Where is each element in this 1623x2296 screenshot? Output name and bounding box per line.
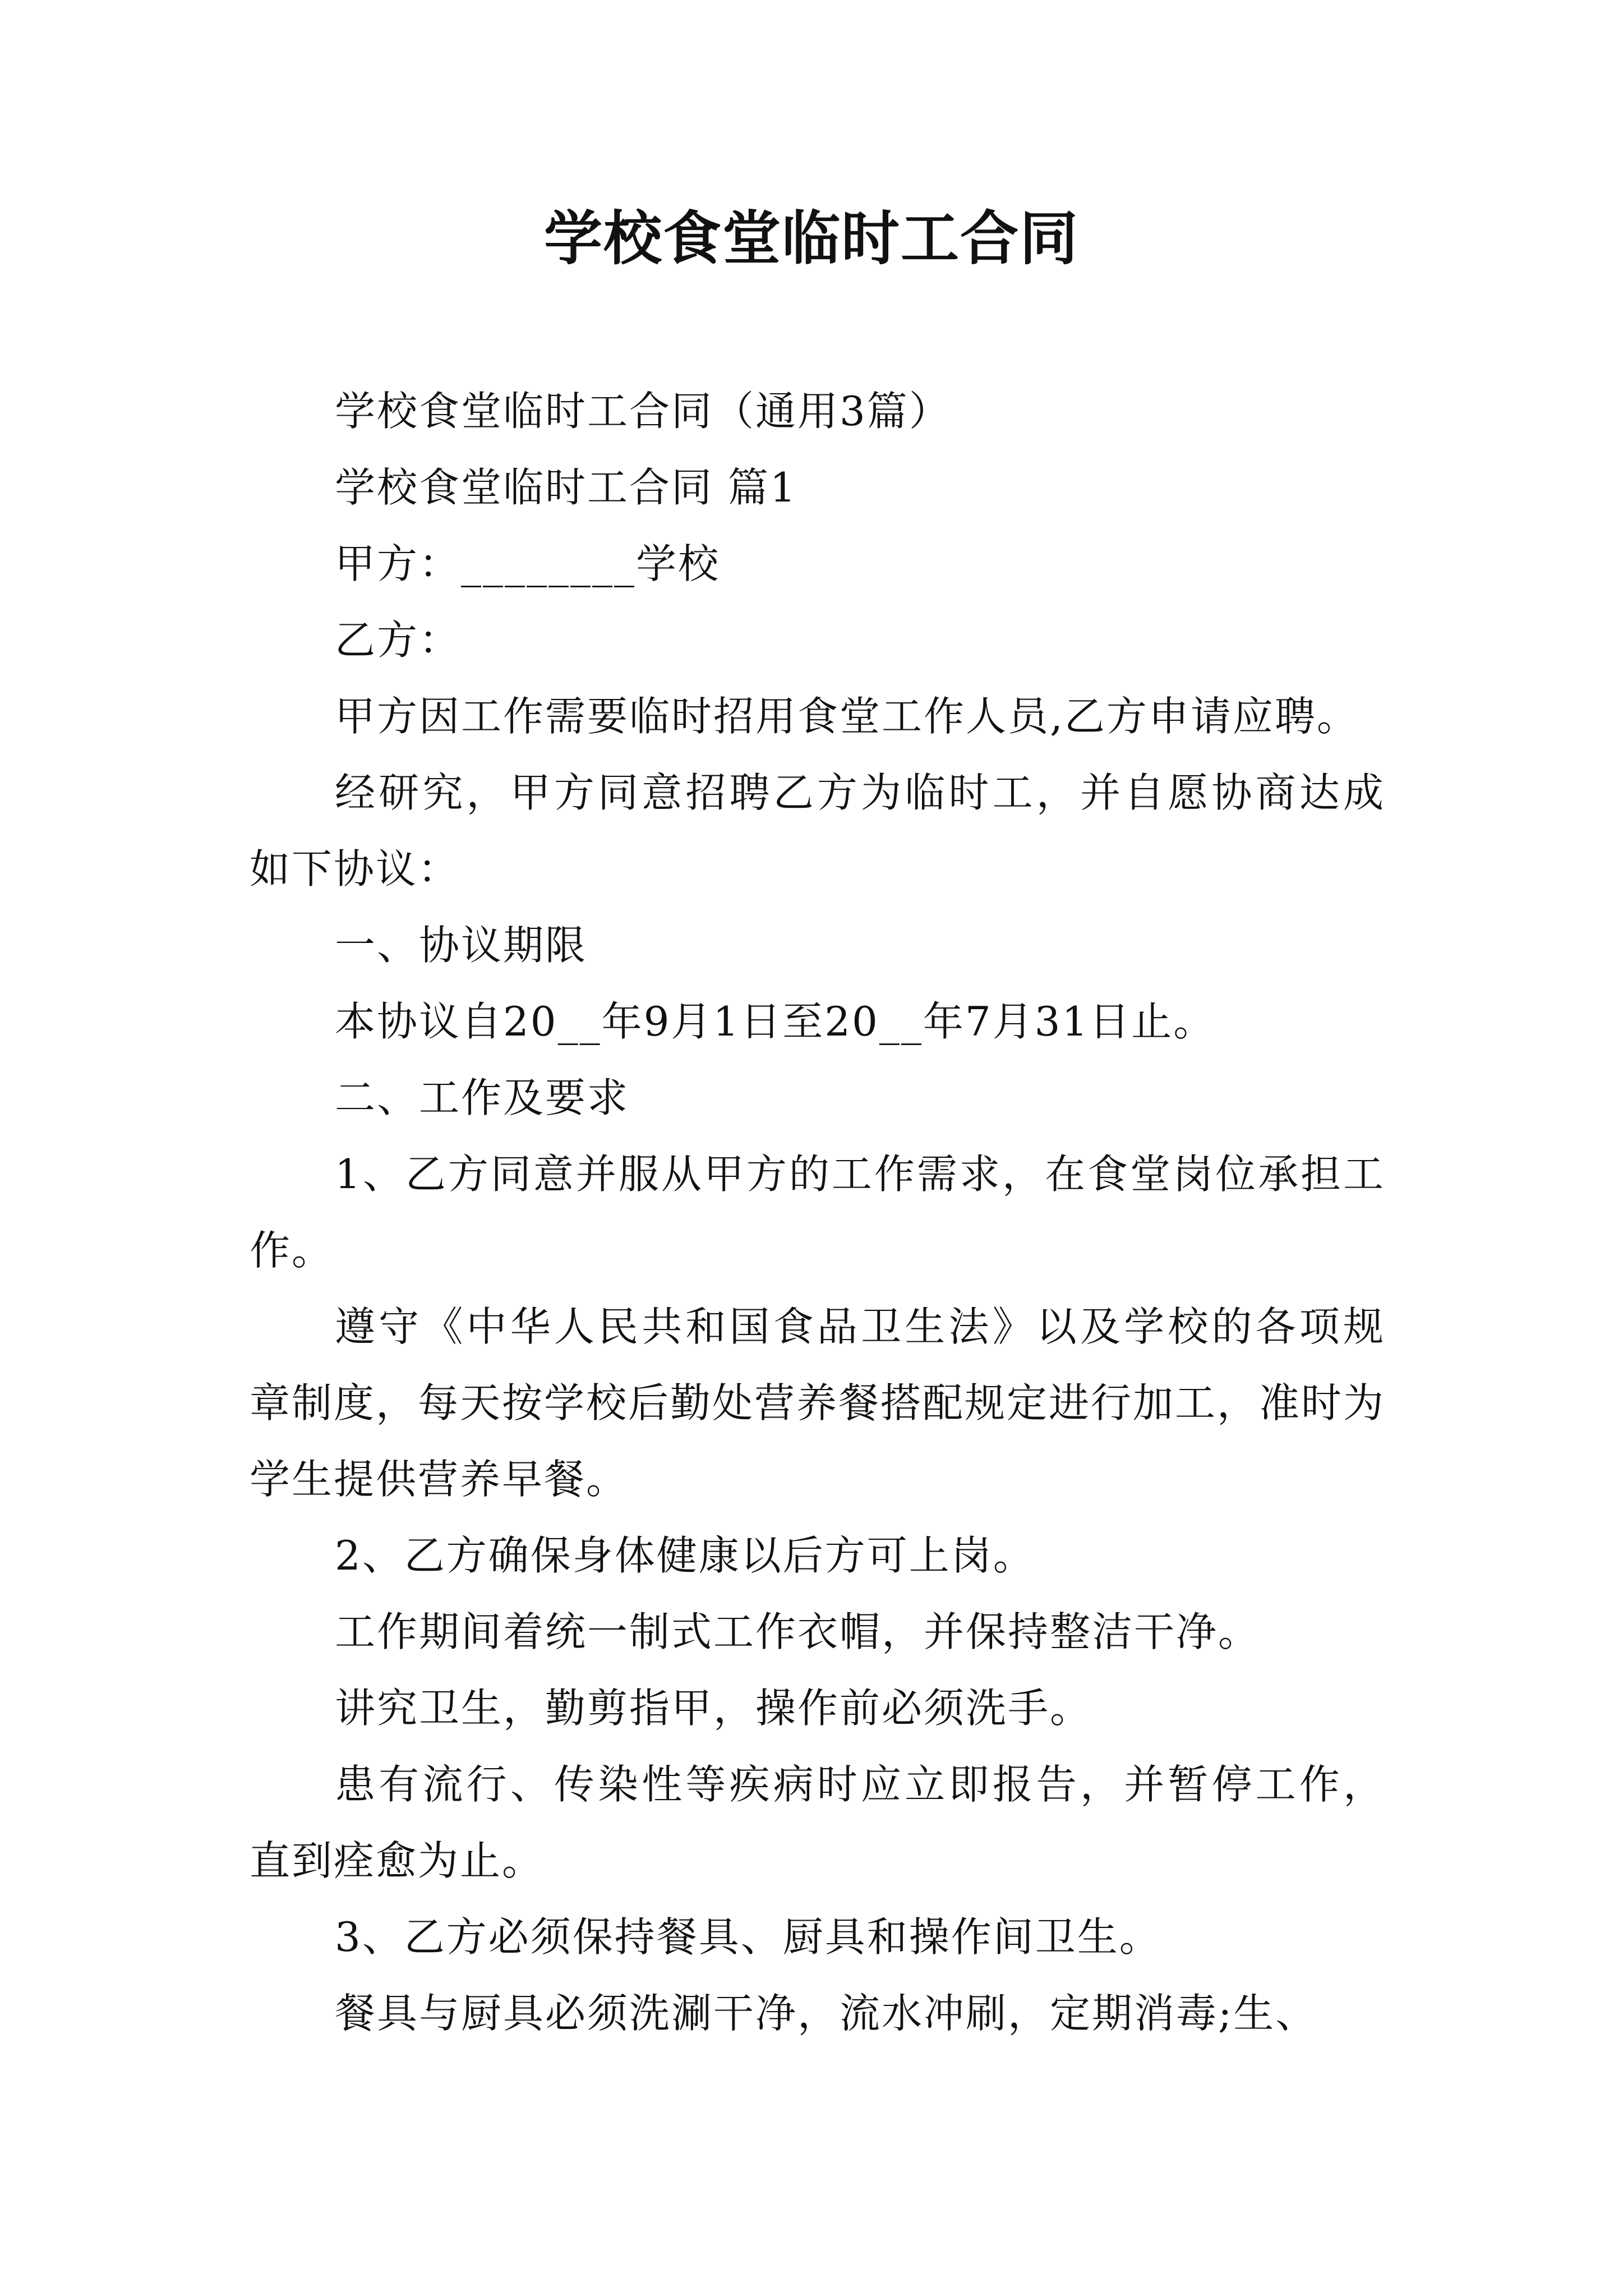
document-title: 学校食堂临时工合同	[543, 204, 1079, 273]
paragraph-heading-part-1: 学校食堂临时工合同 篇1	[335, 464, 797, 511]
document-body	[250, 373, 1385, 2051]
paragraph-heading-collection: 学校食堂临时工合同（通用3篇）	[335, 388, 951, 435]
paragraph-clause-3: 3、乙方必须保持餐具、厨具和操作间卫生。	[335, 1913, 1161, 1961]
paragraph-party-a: 甲方：________学校	[335, 540, 721, 587]
paragraph-purpose: 甲方因工作需要临时招用食堂工作人员,乙方申请应聘。	[335, 693, 1359, 740]
paragraph-clause-2: 2、乙方确保身体健康以后方可上岗。	[335, 1532, 1035, 1579]
paragraph-clause-1: 1、乙方同意并服从甲方的工作需求，在食堂岗位承担工作。	[250, 1151, 1385, 1274]
paragraph-term: 本协议自20__年9月1日至20__年7月31日止。	[335, 998, 1216, 1045]
section-heading-work: 二、工作及要求	[335, 1074, 630, 1121]
paragraph-agreement: 经研究，甲方同意招聘乙方为临时工，并自愿协商达成如下协议：	[250, 769, 1385, 892]
paragraph-uniform: 工作期间着统一制式工作衣帽，并保持整洁干净。	[335, 1608, 1261, 1655]
paragraph-party-b: 乙方：	[335, 616, 462, 664]
paragraph-illness: 患有流行、传染性等疾病时应立即报告，并暂停工作，直到痊愈为止。	[250, 1761, 1385, 1884]
paragraph-hygiene: 讲究卫生，勤剪指甲，操作前必须洗手。	[335, 1685, 1092, 1732]
section-heading-term: 一、协议期限	[335, 922, 588, 969]
paragraph-food-safety: 遵守《中华人民共和国食品卫生法》以及学校的各项规章制度，每天按学校后勤处营养餐搭配规定进行加工，准时为学生提供营养早餐。	[250, 1303, 1386, 1503]
paragraph-utensils: 餐具与厨具必须洗涮干净，流水冲刷，定期消毒;生、	[335, 1990, 1318, 2037]
